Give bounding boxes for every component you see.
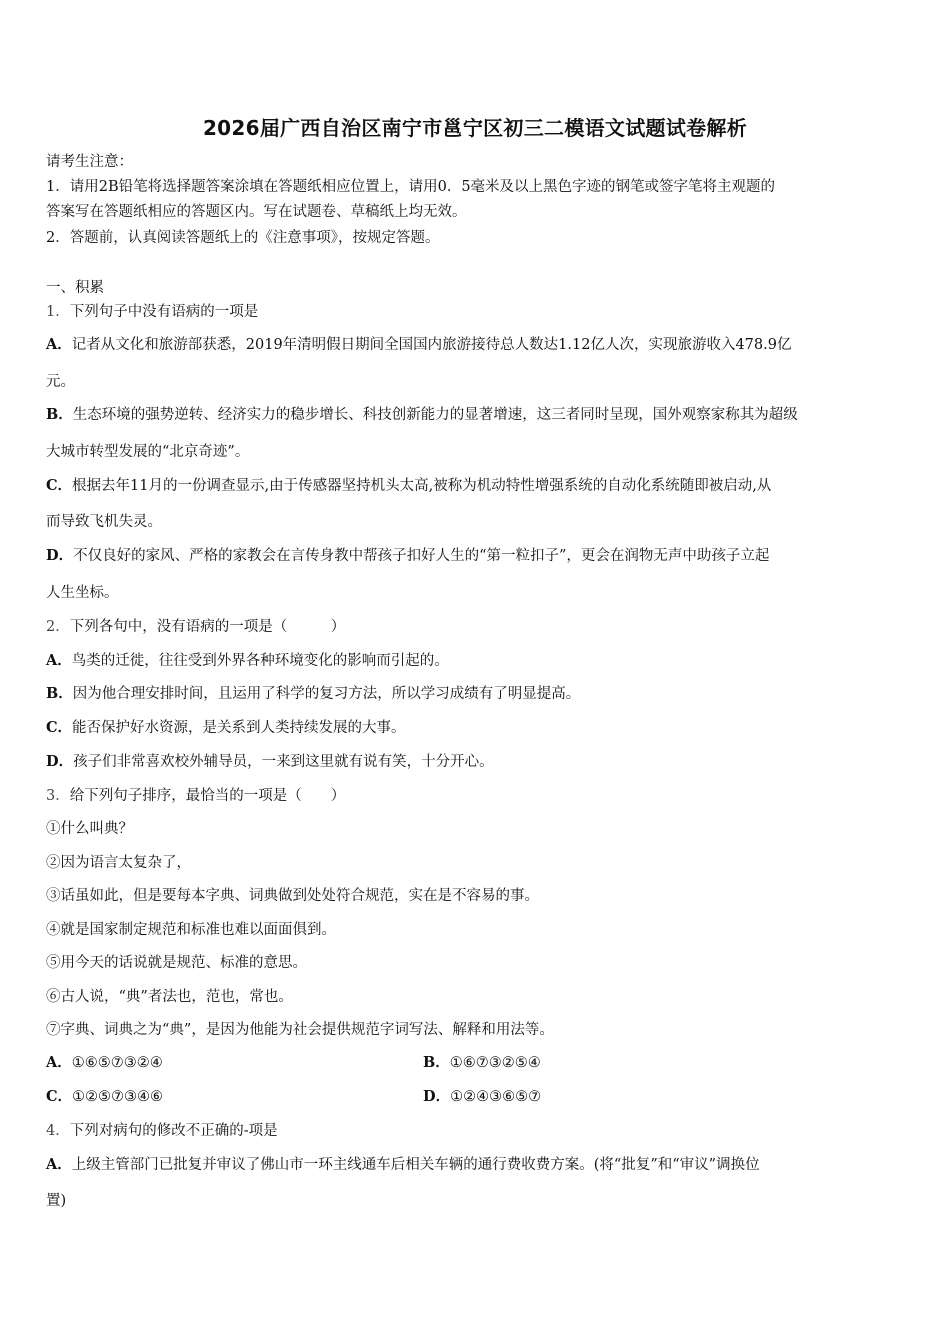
- q3-sentence: ②因为语言太复杂了，: [46, 855, 191, 871]
- option-key: C．: [46, 477, 73, 494]
- q3-option-b: [423, 1053, 541, 1073]
- option-text: ①②⑤⑦③④⑥: [72, 1089, 164, 1105]
- option-key: B．: [46, 406, 73, 423]
- q2-option-a: [46, 651, 910, 671]
- option-text: 鸟类的迁徙，往往受到外界各种环境变化的影响而引起的。: [71, 653, 449, 669]
- option-text: 不仅良好的家风、严格的家教会在言传身教中帮孩子扣好人生的“第一粒扣子”，更会在润物无声中助孩子立起: [73, 548, 770, 564]
- question-1-stem: [46, 302, 910, 322]
- q1-option-b: [46, 405, 910, 425]
- q1-option-b-cont: 大城市转型发展的“北京奇迹”。: [46, 444, 250, 460]
- q3-sentence: ⑤用今天的话说就是规范、标准的意思。: [46, 955, 307, 971]
- q3-sentence: ⑥古人说，“典”者法也，范也，常也。: [46, 989, 293, 1005]
- q1-option-a-cont: 元。: [46, 374, 75, 390]
- option-text: 上级主管部门已批复并审议了佛山市一环主线通车后相关车辆的通行费收费方案。(将“批复”和“审议”调换位: [71, 1157, 760, 1173]
- option-key: B．: [46, 685, 73, 702]
- q3-options-row-2: [46, 1087, 910, 1107]
- q2-option-d: [46, 752, 910, 772]
- question-2-stem: [46, 617, 910, 637]
- option-key: A．: [46, 652, 72, 669]
- option-text: 因为他合理安排时间，且运用了科学的复习方法，所以学习成绩有了明显提高。: [72, 686, 581, 702]
- option-text: 记者从文化和旅游部获悉，2019年清明假日期间全国国内旅游接待总人数达1.12亿人次，实现旅游收入478.9亿: [71, 337, 792, 353]
- question-number: 3．: [46, 788, 70, 804]
- question-number: 1．: [46, 304, 70, 320]
- question-text: 给下列句子排序，最恰当的一项是（ ）: [69, 788, 346, 804]
- option-key: C．: [46, 719, 73, 736]
- q2-option-c: [46, 718, 910, 738]
- q3-option-d: [423, 1087, 541, 1107]
- q4-option-a: [46, 1155, 910, 1175]
- q1-option-c: [46, 476, 910, 496]
- q2-option-b: [46, 684, 910, 704]
- section-heading: 一、积累: [46, 280, 104, 296]
- option-text: ①⑥⑤⑦③②④: [71, 1055, 163, 1071]
- notice-item: 答案写在答题纸相应的答题区内。写在试题卷、草稿纸上均无效。: [46, 204, 467, 220]
- q3-options-row-1: [46, 1053, 910, 1073]
- option-key: A．: [46, 336, 72, 353]
- option-text: 能否保护好水资源，是关系到人类持续发展的大事。: [72, 720, 406, 736]
- question-text: 下列对病句的修改不正确的-项是: [69, 1123, 278, 1139]
- option-key: D．: [46, 753, 74, 770]
- q3-sentence: ③话虽如此，但是要每本字典、词典做到处处符合规范，实在是不容易的事。: [46, 888, 539, 904]
- question-text: 下列句子中没有语病的一项是: [69, 304, 259, 320]
- document-title: 2026届广西自治区南宁市邕宁区初三二模语文试题试卷解析: [202, 116, 748, 140]
- option-text: ①⑥⑦③②⑤④: [449, 1055, 541, 1071]
- option-key: B．: [423, 1054, 450, 1071]
- option-key: A．: [46, 1054, 72, 1071]
- question-4-stem: [46, 1121, 910, 1141]
- q1-option-a: [46, 335, 910, 355]
- question-text: 下列各句中，没有语病的一项是（ ）: [69, 619, 346, 635]
- question-number: 4．: [46, 1123, 70, 1139]
- option-text: 孩子们非常喜欢校外辅导员，一来到这里就有说有笑，十分开心。: [73, 754, 494, 770]
- option-key: D．: [46, 547, 74, 564]
- question-number: 2．: [46, 619, 70, 635]
- q3-option-a: [46, 1055, 163, 1071]
- option-text: ①②④③⑥⑤⑦: [450, 1089, 542, 1105]
- option-key: D．: [423, 1088, 451, 1105]
- notice-item: 2．答题前，认真阅读答题纸上的《注意事项》，按规定答题。: [46, 230, 440, 246]
- q1-option-c-cont: 而导致飞机失灵。: [46, 514, 162, 530]
- option-key: C．: [46, 1088, 73, 1105]
- q1-option-d: [46, 546, 910, 566]
- notice-item: 1．请用2B铅笔将选择题答案涂填在答题纸相应位置上，请用0．5毫米及以上黑色字迹的钢笔或签字笔将主观题的: [46, 179, 776, 195]
- option-text: 生态环境的强势逆转、经济实力的稳步增长、科技创新能力的显著增速，这三者同时呈现，国外观察家称其为超级: [72, 407, 798, 423]
- q3-sentence: ⑦字典、词典之为“典”，是因为他能为社会提供规范字词写法、解释和用法等。: [46, 1022, 554, 1038]
- q4-option-a-cont: 置): [46, 1193, 67, 1209]
- option-text: 根据去年11月的一份调查显示,由于传感器坚持机头太高,被称为机动特性增强系统的自动化系统随即被启动,从: [72, 478, 772, 494]
- q3-sentence: ①什么叫典？: [46, 821, 133, 837]
- option-key: A．: [46, 1156, 72, 1173]
- q3-option-c: [46, 1089, 163, 1105]
- question-3-stem: [46, 786, 910, 806]
- notice-heading: 请考生注意：: [46, 154, 133, 170]
- q3-sentence: ④就是国家制定规范和标准也难以面面俱到。: [46, 922, 336, 938]
- q1-option-d-cont: 人生坐标。: [46, 585, 119, 601]
